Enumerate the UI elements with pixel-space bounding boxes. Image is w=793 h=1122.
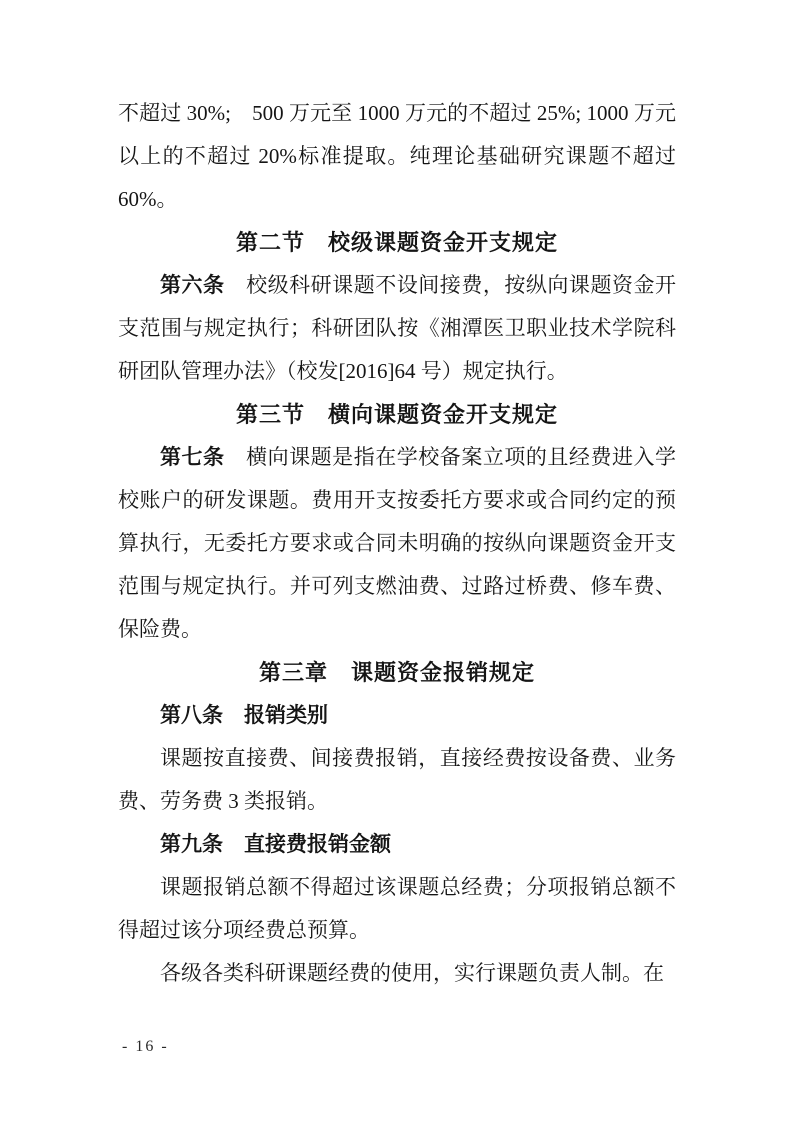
- page-number: - 16 -: [122, 1038, 169, 1055]
- article-8-paragraph: 课题按直接费、间接费报销，直接经费按设备费、业务费、劳务费 3 类报销。: [118, 746, 676, 813]
- article-9-heading: 第九条 直接费报销金额: [160, 832, 391, 856]
- article-9-paragraph-1: 课题报销总额不得超过该课题总经费；分项报销总额不得超过该分项经费总预算。: [118, 875, 676, 942]
- article-7-text: 横向课题是指在学校备案立项的且经费进入学校账户的研发课题。费用开支按委托方要求或合同约定的预算执行，无委托方要求或合同未明确的按纵向课题资金开支范围与规定执行。并可列支燃油费、过路过桥费、修车费、保险费。: [118, 445, 677, 641]
- paragraph-extraction-caps: 不超过 30%; 500 万元至 1000 万元的不超过 25%; 1000 万元以上的不超过 20%标准提取。纯理论基础研究课题不超过 60%。: [118, 101, 676, 211]
- article-6-paragraph: [118, 264, 676, 393]
- article-7-number: 第七条: [160, 445, 225, 469]
- page-content: [118, 92, 676, 995]
- article-7-paragraph: [118, 436, 676, 651]
- section-3-heading: 第三节 横向课题资金开支规定: [235, 402, 558, 427]
- article-6-number: 第六条: [160, 273, 225, 297]
- article-8-heading: 第八条 报销类别: [160, 703, 328, 727]
- section-2-heading: 第二节 校级课题资金开支规定: [235, 230, 558, 255]
- article-6-text: 校级科研课题不设间接费，按纵向课题资金开支范围与规定执行；科研团队按《湘潭医卫职业技术学院科研团队管理办法》（校发[2016]64 号）规定执行。: [118, 273, 677, 383]
- article-9-paragraph-2: 各级各类科研课题经费的使用，实行课题负责人制。在: [160, 961, 664, 985]
- chapter-3-heading: 第三章 课题资金报销规定: [258, 660, 535, 685]
